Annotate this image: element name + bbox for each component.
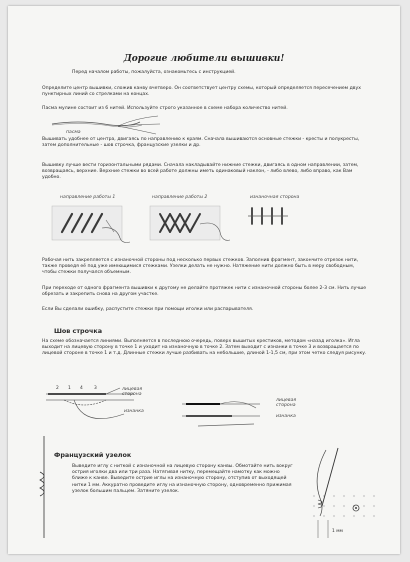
muline-paragraph: Пасма мулине состоит из 6 нитей. Используйте строго указанное в схеме набора количество нитей.: [42, 106, 288, 111]
intro-text: Перед началом работы, пожалуйста, ознакомьтесь с инструкцией.: [72, 70, 236, 75]
error-paragraph: Если Вы сделали ошибку, распустите стежки при помощи иголки или распарывателя.: [42, 307, 254, 312]
french-knot-needle-diagram: [304, 446, 384, 546]
half-cross-diagram: [50, 202, 134, 246]
skein-label: пасма: [66, 130, 81, 135]
direction-2-label: направление работы 2: [152, 195, 208, 200]
one-mm-label: 1 мм: [332, 529, 343, 534]
fixing-paragraph: Рабочая нить закрепляется с изнаночной стороны под несколько первых стежков. Заполнив фрагмент, закончите отрезок нити, также проведя её под уже имеющимися стежками. Узелки делать не нужно. Натяжение нити должно быть в меру свободным, чтобы стежки получался объемным.: [42, 258, 359, 276]
front-side-label-2: лицевая сторона: [276, 398, 297, 408]
direction-1-label: направление работы 1: [60, 195, 116, 200]
backstitch-paragraph: На схеме обозначается линиями. Выполняется в последнюю очередь, поверх вышитых крестиков, методом «назад иголка». Игла выходит на лицевую сторону в точке 1 и уходит на изнаночную в точке 2. Затем выходит с изнанки в точке 3 и возвращается по лицевой стороне в точке 1 и т.д. Длинные стежки лучше разбивать на небольшие, длиной 1-1,5 см, при этом четко следуя рисунку.: [42, 339, 367, 357]
backstitch-needle-diagram: [180, 396, 270, 436]
cross-diagram: [148, 202, 232, 246]
back-side-label: изнанка: [124, 409, 144, 414]
french-knot-illustration: [34, 432, 54, 542]
backstitch-heading: Шов строчка: [54, 327, 103, 335]
wrong-side-diagram: [244, 204, 304, 228]
back-side-label-2: изнанка: [276, 414, 296, 419]
page-title: Дорогие любители вышивки!: [123, 54, 285, 64]
french-knot-heading: Французский узелок: [54, 451, 132, 459]
point-1: 1: [68, 386, 71, 391]
french-knot-paragraph: Выведите иглу с ниткой с изнаночной на лицевую сторону канвы. Обмотайте нить вокруг острия иголки два или три раза. Натягивая нитку, перемещайте намотку как можно ближе к канве. Выведите острие иглы на изнаночную сторону, отступив от выходящей нитки 1 мм. Аккуратно проведите иглу на изнаночную сторону, одновременно прижимая узелок большим пальцем. Затяните узелок.: [72, 464, 293, 494]
front-side-label: лицевая сторона: [122, 387, 143, 397]
wrong-side-label: изнаночная сторона: [250, 195, 300, 200]
point-2: 2: [56, 386, 59, 391]
instruction-page: [8, 6, 400, 554]
point-4: 4: [80, 386, 83, 391]
center-paragraph: Определите центр вышивки, сложив канву вчетверо. Он соответствует центру схемы, который определяется пересечением двух пунктирных линий со стрелками на концах.: [42, 86, 361, 98]
rows-paragraph: Вышивку лучше вести горизонтальными рядами. Сначала накладывайте нижние стежки, двигаясь в одном направлении, затем, возвращаясь, верхние. Верхние стежки во всей работе должны иметь одинаковый наклон, - либо влево, либо вправо, как Вам удобно.: [42, 163, 359, 181]
start-paragraph: Вышивать удобнее от центра, двигаясь по направлению к краям. Сначала вышиваются основные стежки - кресты и полукресты, затем дополнительные - шов строчка, французские узелки и др.: [42, 137, 360, 149]
moving-paragraph: При переходе от одного фрагмента вышивки к другому не делайте протяжек нити с изнаночной стороны более 2-3 см. Нить лучше обрезать и закрепить снова на другом участке.: [42, 286, 367, 298]
point-3: 3: [94, 386, 97, 391]
